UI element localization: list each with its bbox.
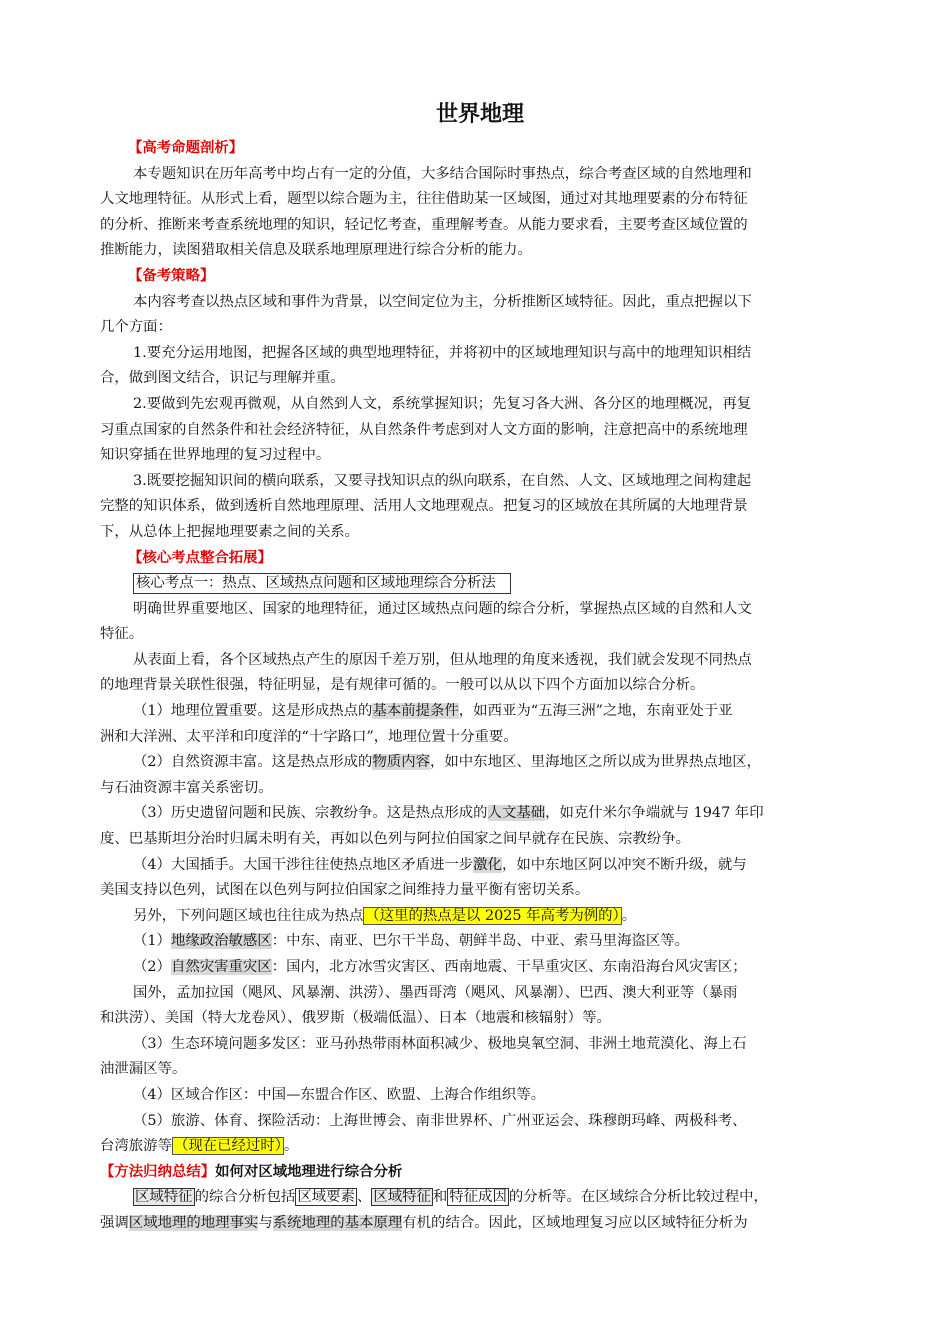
highlight-term: 地缘政治敏感区 [170,933,272,950]
highlight-term: 系统地理的基本原理 [272,1214,403,1231]
list-item [100,699,860,725]
section-heading-exam-analysis: 【高考命题剖析】 [128,140,244,156]
paragraph-line: 从表面上看，各个区域热点产生的原因千差万别，但从地理的角度来透视，我们就会发现不同热点 [133,651,752,668]
item-text: ，如中东地区阿以冲突不断升级，就与 [501,856,747,873]
paragraph-line [100,1185,860,1211]
paragraph-line: 2.要做到先宏观再微观，从自然到人文，系统掌握知识；先复习各大洲、各分区的地理概况，再复 [133,395,752,412]
item-text: 的综合分析包括 [194,1189,296,1206]
item-text: （1） [133,933,171,950]
item-text: 和 [432,1189,448,1206]
item-text: 强调 [100,1214,129,1231]
list-item-cont: 国外，孟加拉国（飓风、风暴潮、洪涝）、墨西哥湾（飓风、风暴潮）、巴西、澳大利亚等（暴雨 [133,984,738,1001]
item-text: ：国内，北方冰雪灾害区、西南地震、干旱重灾区、东南沿海台风灾害区； [271,959,747,975]
paragraph-line: 下，从总体上把握地理要素之间的关系。 [100,523,360,540]
item-text: ：中东、南亚、巴尔干半岛、朝鲜半岛、中亚、索马里海盗区等。 [271,933,690,950]
page-title: 世界地理 [435,102,524,127]
list-item-cont: 和洪涝）、美国（特大龙卷风）、俄罗斯（极端低温）、日本（地震和核辐射）等。 [100,1010,611,1027]
list-item-cont: 油泄漏区等。 [100,1061,187,1078]
paragraph-line [100,904,860,930]
paragraph-line: 本专题知识在历年高考中均占有一定的分值，大多结合国际时事热点，综合考查区域的自然地理和 [133,165,752,182]
item-text: （3）历史遗留问题和民族、宗教纷争。这是热点形成的 [133,805,488,822]
paragraph-line: 习重点国家的自然条件和社会经济特征，从自然条件考虑到对人文方面的影响，注意把高中的系统地理 [100,421,748,438]
section-heading-core-points: 【核心考点整合拓展】 [128,549,272,566]
item-text: （4）大国插手。大国干涉往往使热点地区矛盾进一步 [133,856,474,873]
paragraph-line: 特征。 [100,626,144,643]
paragraph-line: 推断能力，读图猎取相关信息及联系地理原理进行综合分析的能力。 [100,242,532,259]
highlight-term: 人文基础 [487,805,546,822]
paragraph-line: 的分析、推断来考查系统地理的知识，轻记忆考查，重理解考查。从能力要求看，主要考查区域位置的 [100,216,748,233]
list-item-cont: 洲和大洋洲、太平洋和印度洋的“十字路口”，地理位置十分重要。 [100,728,518,745]
list-item: （3）生态环境问题多发区：亚马孙热带雨林面积减少、极地臭氧空洞、非洲土地荒漠化、海上石 [133,1035,747,1052]
highlight-term: 物质内容 [372,754,430,771]
highlight-term: 激化 [473,856,502,873]
item-text: ，如克什米尔争端就与 1947 年印 [545,805,764,822]
item-text: 。 [283,1138,299,1155]
document-content [100,98,860,1237]
item-text: 的分析等。在区域综合分析比较过程中， [508,1189,768,1206]
method-heading-label: 【方法归纳总结】 [100,1163,216,1180]
boxed-term: 特征成因 [449,1189,507,1206]
method-heading-title: 如何对区域地理进行综合分析 [215,1163,403,1180]
list-item: （4）区域合作区：中国—东盟合作区、欧盟、上海合作组织等。 [133,1086,546,1103]
paragraph-line: 3.既要挖掘知识间的横向联系，又要寻找知识点的纵向联系，在自然、人文、区域地理之间构建起 [133,472,752,489]
list-item-cont: 度、巴基斯坦分治时归属未明有关，再如以色列与阿拉伯国家之间早就存在民族、宗教纷争。 [100,831,691,848]
paragraph-line: 知识穿插在世界地理的复习过程中。 [100,447,331,464]
highlight-term: 自然灾害重灾区 [170,959,272,975]
list-item-cont: 与石油资源丰富关系密切。 [100,779,273,796]
item-text: 另外，下列问题区域也往往成为热点 [133,907,364,924]
core-point-title-box: 核心考点一：热点、区域热点问题和区域地理综合分析法 [133,573,511,594]
item-text: ，如西亚为“五海三洲”之地，东南亚处于亚 [458,703,733,720]
list-item [100,955,860,981]
list-item-cont: 美国支持以色列，试图在以色列与阿拉伯国家之间维持力量平衡有密切关系。 [100,882,590,899]
item-text: ，如中东地区、里海地区之所以成为世界热点地区， [430,754,761,771]
item-text: （2）自然资源丰富。这是热点形成的 [133,754,373,771]
item-text: 台湾旅游等 [100,1138,172,1155]
core-point-title-row [100,571,860,597]
item-text: 。 [621,907,637,924]
item-text: （2） [133,959,171,975]
paragraph-line: 明确世界重要地区、国家的地理特征，通过区域热点问题的综合分析，掌握热点区域的自然和人文 [133,600,752,617]
list-item-cont [100,1134,860,1160]
paragraph-line: 完整的知识体系，做到透析自然地理原理、活用人文地理观点。把复习的区域放在其所属的大地理背景 [100,498,748,515]
highlight-term: 基本前提条件 [372,703,459,720]
boxed-term: 区域要素 [297,1189,355,1206]
paragraph-line [100,1211,860,1237]
paragraph-line: 的地理背景关联性很强，特征明显，是有规律可循的。一般可以从以下四个方面加以综合分析。 [100,677,705,694]
item-text: 、 [356,1189,372,1206]
list-item [100,801,860,827]
section-heading-method [100,1160,860,1186]
item-text: （1）地理位置重要。这是形成热点的 [133,703,373,720]
section-heading-strategy: 【备考策略】 [128,267,215,284]
yellow-note: （现在已经过时） [173,1138,282,1155]
highlight-term: 区域地理的地理事实 [128,1214,259,1231]
item-text: 与 [258,1214,273,1231]
list-item: （5）旅游、体育、探险活动：上海世博会、南非世界杯、广州亚运会、珠穆朗玛峰、两极科考、 [133,1112,747,1129]
boxed-term: 区域特征 [135,1189,193,1206]
paragraph-line: 几个方面： [100,319,172,336]
list-item [100,750,860,776]
list-item [100,929,860,955]
boxed-term: 区域特征 [373,1189,431,1206]
yellow-note: （这里的热点是以 2025 年高考为例的） [365,907,620,924]
list-item [100,853,860,879]
item-text: 有机的结合。因此，区域地理复习应以区域特征分析为 [402,1214,748,1231]
paragraph-line: 合，做到图文结合，识记与理解并重。 [100,370,345,387]
paragraph-line: 人文地理特征。从形式上看，题型以综合题为主，往往借助某一区域图，通过对其地理要素的分布特征 [100,191,748,208]
paragraph-line: 本内容考查以热点区域和事件为背景，以空间定位为主，分析推断区域特征。因此，重点把握以下 [133,293,752,310]
paragraph-line: 1.要充分运用地图，把握各区域的典型地理特征，并将初中的区域地理知识与高中的地理知识相结 [133,344,752,361]
